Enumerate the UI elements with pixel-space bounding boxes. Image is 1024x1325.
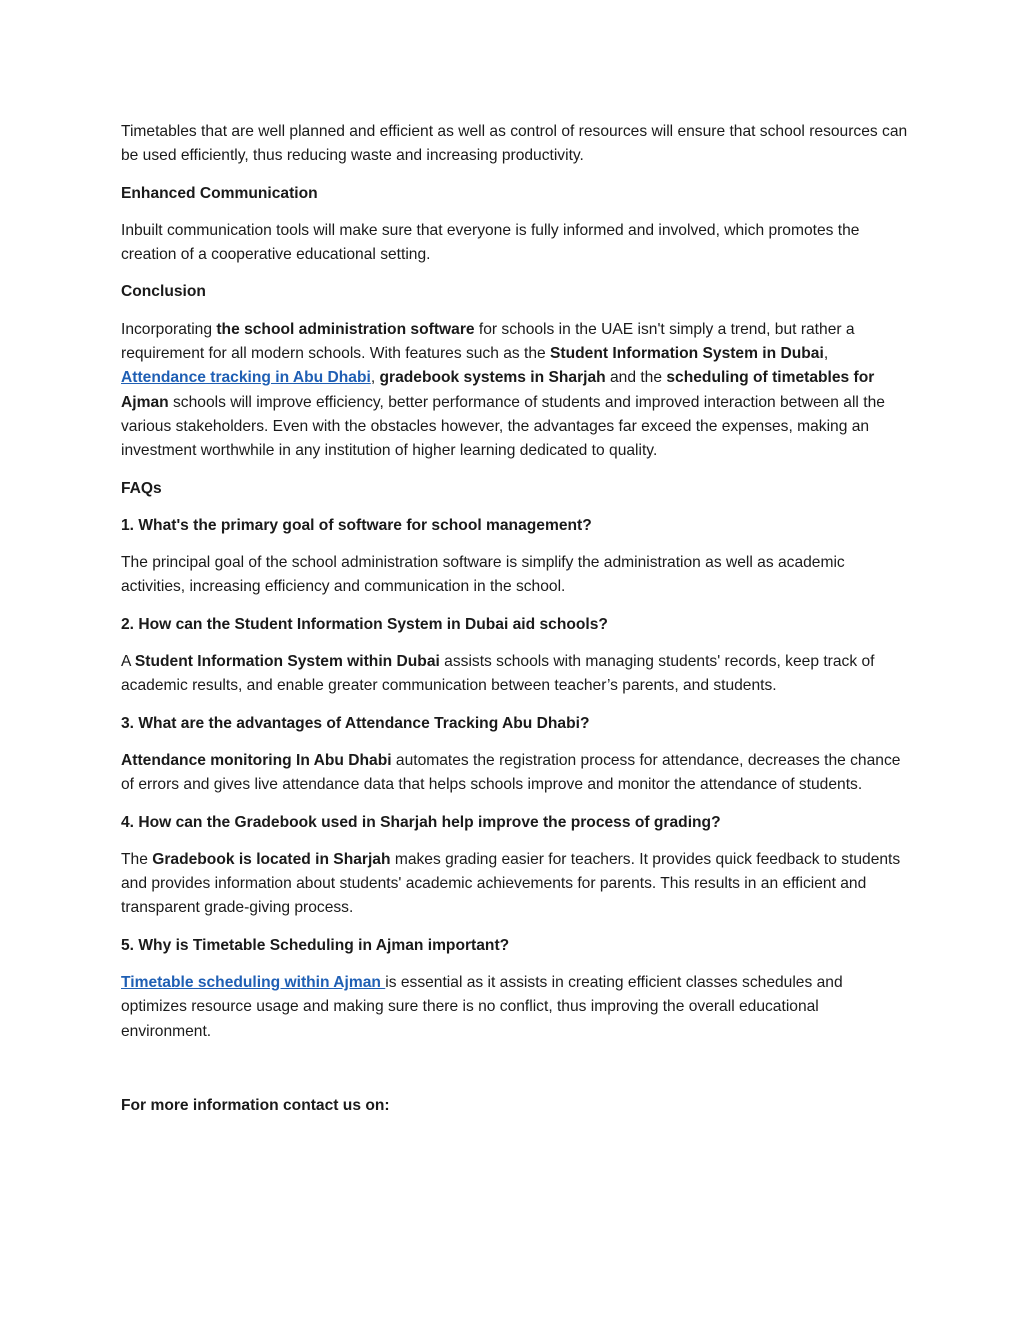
faq-answer-2-pre: A bbox=[121, 653, 135, 671]
faq-answer-2-bold: Student Information System within Dubai bbox=[134, 653, 440, 671]
faq-answer-1: The principal goal of the school administration software is simplify the administration as well as academic activities, increasing efficiency and communication in the school. bbox=[121, 554, 845, 596]
conclusion-bold-2: Student Information System in Dubai bbox=[550, 345, 824, 363]
faq-question-5: 5. Why is Timetable Scheduling in Ajman important? bbox=[121, 936, 510, 954]
conclusion-bold-4: scheduling of timetables for Ajman bbox=[121, 369, 875, 411]
faq-answer-5-post: is essential as it assists in creating efficient classes schedules and optimizes resource usage and making sure there is no conflict, thus improving the overall educational environment. bbox=[121, 974, 843, 1040]
conclusion-heading: Conclusion bbox=[121, 283, 206, 301]
timetable-scheduling-link[interactable]: Timetable scheduling within Ajman bbox=[121, 974, 386, 992]
faq-question-2: 2. How can the Student Information System in Dubai aid schools? bbox=[121, 615, 608, 633]
conclusion-text-2: for schools in the UAE isn't simply a trend, but rather a requirement for all modern schools. With features such as the bbox=[121, 320, 855, 363]
conclusion-text-1: Incorporating bbox=[121, 320, 217, 338]
conclusion-paragraph bbox=[121, 318, 911, 464]
faq-answer-4 bbox=[121, 848, 911, 921]
contact-line: For more information contact us on: bbox=[121, 1096, 390, 1114]
faq-answer-5 bbox=[121, 971, 911, 1044]
faq-answer-4-post: makes grading easier for teachers. It provides quick feedback to students and provides information about students' academic achievements for parents. This results in an efficient and transparent grade-giving process. bbox=[121, 850, 901, 917]
faq-answer-3-bold: Attendance monitoring In Abu Dhabi bbox=[121, 751, 392, 769]
intro-paragraph: Timetables that are well planned and efficient as well as control of resources will ensure that school resources can be used efficiently, thus reducing waste and increasing productivity. bbox=[121, 123, 908, 165]
conclusion-text-4: , bbox=[370, 369, 380, 387]
faq-answer-4-pre: The bbox=[121, 850, 153, 868]
attendance-tracking-link[interactable]: Attendance tracking in Abu Dhabi bbox=[121, 369, 371, 387]
faq-answer-3-post: automates the registration process for attendance, decreases the chance of errors and gives live attendance data that helps schools improve and monitor the attendance of students. bbox=[121, 751, 901, 794]
conclusion-bold-1: the school administration software bbox=[216, 320, 475, 338]
enhanced-communication-heading: Enhanced Communication bbox=[121, 184, 318, 202]
document-page bbox=[121, 120, 911, 1131]
faq-answer-2-post: assists schools with managing students' records, keep track of academic results, and enable greater communication between teacher’s parents, and students. bbox=[121, 653, 875, 695]
conclusion-text-3: , bbox=[823, 345, 829, 363]
enhanced-communication-paragraph: Inbuilt communication tools will make sure that everyone is fully informed and involved, which promotes the creation of a cooperative educational setting. bbox=[121, 221, 860, 264]
faqs-heading: FAQs bbox=[121, 479, 162, 497]
conclusion-text-5: and the bbox=[605, 369, 667, 387]
blank-spacer bbox=[121, 1057, 911, 1094]
conclusion-text-6: schools will improve efficiency, better performance of students and improved interaction between all the various stakeholders. Even with the obstacles however, the advantages far exceed the expenses, making an investment worthwhile in any institution of higher learning dedicated to quality. bbox=[121, 393, 885, 460]
faq-question-4: 4. How can the Gradebook used in Sharjah help improve the process of grading? bbox=[121, 813, 721, 831]
faq-question-3: 3. What are the advantages of Attendance Tracking Abu Dhabi? bbox=[121, 714, 590, 732]
faq-question-1: 1. What's the primary goal of software for school management? bbox=[121, 516, 592, 534]
faq-answer-4-bold: Gradebook is located in Sharjah bbox=[152, 850, 391, 868]
conclusion-bold-3: gradebook systems in Sharjah bbox=[379, 369, 606, 387]
faq-answer-3 bbox=[121, 749, 911, 798]
faq-answer-2 bbox=[121, 650, 911, 699]
